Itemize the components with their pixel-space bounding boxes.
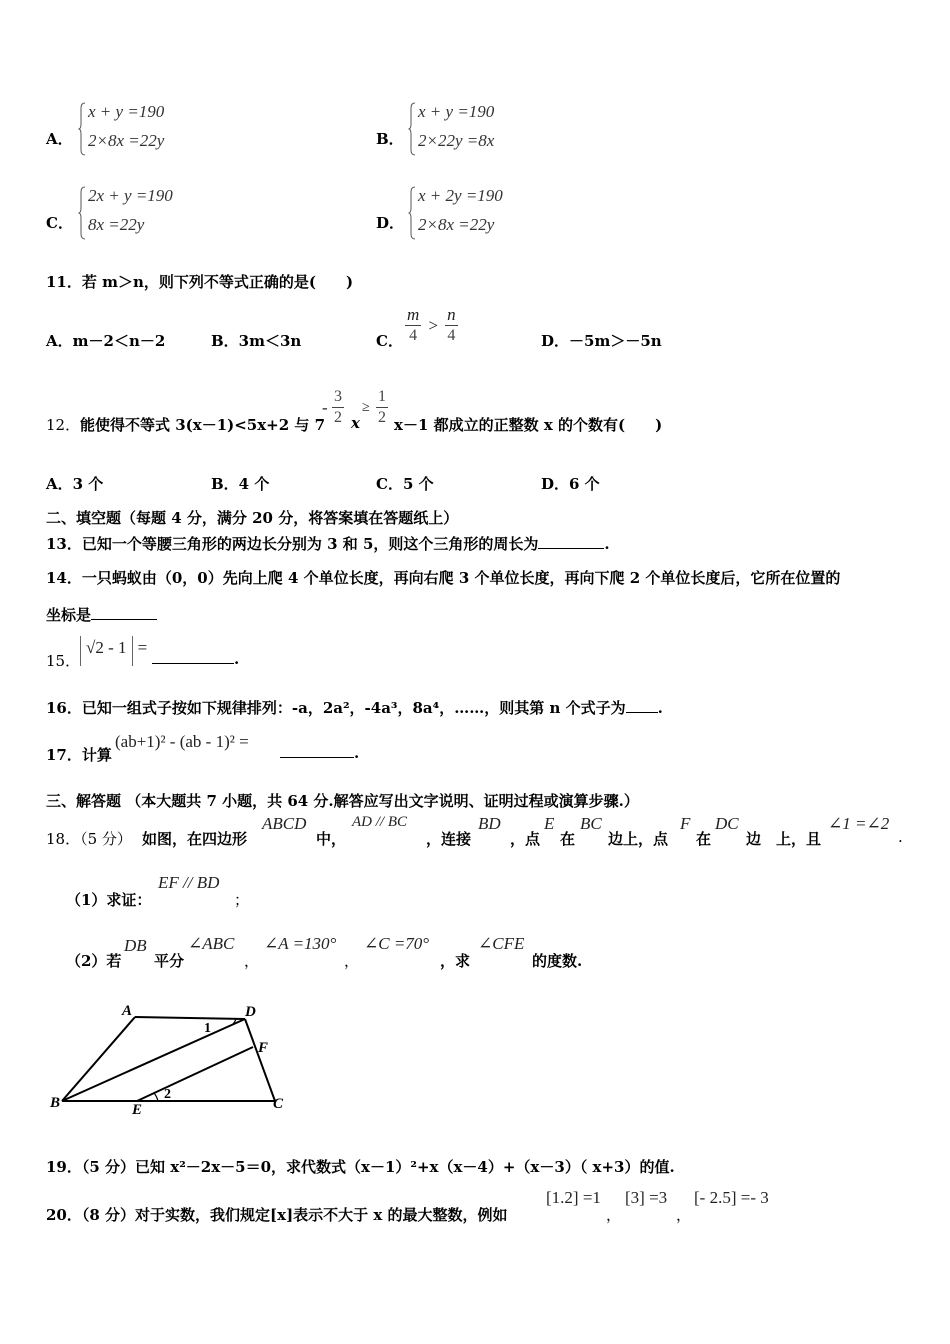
q12-x: x [351,414,360,432]
q20-example-3: [- 2.5] =- 3 [694,1188,769,1207]
q15-answer-blank[interactable] [152,663,234,664]
q18-part2-text-2: ，求 [440,952,471,970]
q16-text: 16．已知一组式子按如下规律排列：-a，2a²，-4a³，8a⁴，……，则其第 n 个式子为 . [46,699,663,717]
q11-c-frac2: $\frac{n}{4}$ [447,305,456,344]
q13-answer-blank[interactable] [538,548,604,549]
q14-line1: 14．一只蚂蚁由（0，0）先向上爬 4 个单位长度，再向右爬 3 个单位长度，再向下爬 2 个单位长度后，它所在位置的 [46,569,841,587]
q17-expr: (ab+1)² - (ab - 1)² = [115,732,249,751]
q18-part2-math-abc: ∠ABC [188,934,235,953]
q17-answer-blank[interactable] [280,757,354,758]
q18-math-f: F [680,814,691,833]
q10-a-eq2: 2×8x =22y [88,131,165,150]
q18-math-bc: BC [580,814,602,833]
q10-d-eq1: x + 2y =190 [418,186,503,205]
q10-a-eq1: x + y =190 [88,102,165,121]
q18-text-7: 在 [696,830,712,848]
q10-b-eq1: x + y =190 [418,102,495,121]
q18-part1-label: （1）求证： [66,891,152,909]
q20-text: 20．（8 分）对于实数，我们规定[x]表示不大于 x 的最大整数，例如 [46,1206,508,1224]
q13-text: 13．已知一个等腰三角形的两边长分别为 3 和 5，则这个三角形的周长为 . [46,535,610,553]
q15-number: 15． [46,652,81,670]
q10-option-b-label: B． [376,130,404,148]
q10-option-d-label: D． [376,214,405,232]
q18-part2-text-1: 平分 [154,952,185,970]
quadrilateral-figure [40,996,300,1121]
q11-option-d: D．－5m＞－5n [541,332,662,350]
segment-bd [62,1019,245,1101]
label-e: E [132,1102,143,1118]
q15-answer: . [152,650,239,668]
q10-b-eq2: 2×22y =8x [418,131,495,150]
q12-text-a: 能使得不等式 3(x－1)<5x+2 与 7 [80,416,326,434]
section-3-heading: 三、解答题 （本大题共 7 小题，共 64 分.解答应写出文字说明、证明过程或演算步骤.） [46,792,639,810]
q12-option-b: B．4 个 [211,475,270,493]
label-angle-2: 2 [164,1087,171,1102]
q18-text-3: ，连接 [426,830,472,848]
q15-expr: √2 - 1 = [80,636,147,666]
q14-answer-blank[interactable] [91,619,157,620]
label-d: D [245,1004,256,1020]
q18-part2-math-c: ∠C =70° [364,934,430,953]
label-b: B [50,1095,61,1111]
q18-text-2: 中， [316,830,347,848]
q18-math-dc: DC [715,814,739,833]
q18-text-6: 边上，点 [608,830,669,848]
q11-text: 11．若 m＞n，则下列不等式正确的是( ) [46,273,354,291]
q20-comma-2: ， [676,1206,692,1224]
q11-option-b: B．3m＜3n [211,332,302,350]
q18-part2-math-a: ∠A =130° [264,934,337,953]
q10-option-a-label: A． [46,130,73,148]
q18-math-angles: ∠1 =∠2 [828,814,890,833]
q10-d-eq2: 2×8x =22y [418,215,495,234]
q18-part2-text-3: 的度数. [532,952,583,970]
q18-math-bd: BD [478,814,501,833]
q18-number: 18．（5 分） [46,830,132,848]
q12-frac2: $\frac{1}{2}$ [378,388,386,426]
q18-text-8: 边 上，且 [746,830,822,848]
q12-minus: - [322,398,328,417]
q18-part1-math: EF // BD [158,873,220,892]
q18-part2-label: （2）若 [66,952,122,970]
q18-math-abcd: ABCD [262,814,307,833]
q12-option-d: D．6 个 [541,475,600,493]
q12-option-a: A．3 个 [46,475,104,493]
q17-number: 17．计算 [46,746,112,764]
q18-math-ad-bc: AD // BC [352,814,407,830]
segment-ad [135,1017,245,1019]
label-c: C [273,1096,284,1112]
q18-part2-comma-1: ， [244,952,260,970]
label-a: A [122,1003,133,1019]
q17-answer: . [280,744,359,762]
segment-ab [62,1017,135,1101]
q10-c-eq1: 2x + y =190 [88,186,173,205]
q19-text: 19．（5 分）已知 x²－2x－5＝0，求代数式（x－1）²+x（x－4）+（x－3）（ x+3）的值. [46,1158,675,1176]
q20-comma-1: ， [606,1206,622,1224]
q18-part2-math-cfe: ∠CFE [478,934,525,953]
q14-line2: 坐标是 [46,604,157,625]
q11-option-c-label: C． [376,332,403,350]
label-f: F [258,1040,269,1056]
label-angle-1: 1 [204,1021,211,1036]
q18-math-e: E [544,814,555,833]
q12-option-c: C．5 个 [376,475,434,493]
q18-part2-math-db: DB [124,936,147,955]
segment-dc [245,1019,275,1101]
section-2-heading: 二、填空题（每题 4 分，满分 20 分，将答案填在答题纸上） [46,509,459,527]
q12-frac1: $\frac{3}{2}$ [334,388,342,426]
q18-part2-comma-2: ， [344,952,360,970]
q18-text-5: 在 [560,830,576,848]
q12-number: 12． [46,416,81,434]
q20-example-2: [3] =3 [625,1188,668,1207]
angle-2-arc [154,1093,158,1101]
q16-answer-blank[interactable] [626,712,658,713]
q11-option-c-expr: $\frac{m}{4}$ > $\frac{n}{4}$ [407,305,456,344]
q10-option-c-label: C． [46,214,73,232]
q18-text-4: ，点 [510,830,541,848]
q18-part1-end: ； [234,891,250,909]
q18-text-9: . [898,828,903,846]
q10-c-eq2: 8x =22y [88,215,145,234]
q12-text-b: x－1 都成立的正整数 x 的个数有( ) [394,416,663,434]
q11-c-frac1: $\frac{m}{4}$ [407,305,420,344]
q12-geq: ≥ [362,400,370,415]
q11-option-a: A．m－2＜n－2 [46,332,166,350]
q20-example-1: [1.2] =1 [546,1188,601,1207]
q18-text-1: 如图，在四边形 [142,830,248,848]
